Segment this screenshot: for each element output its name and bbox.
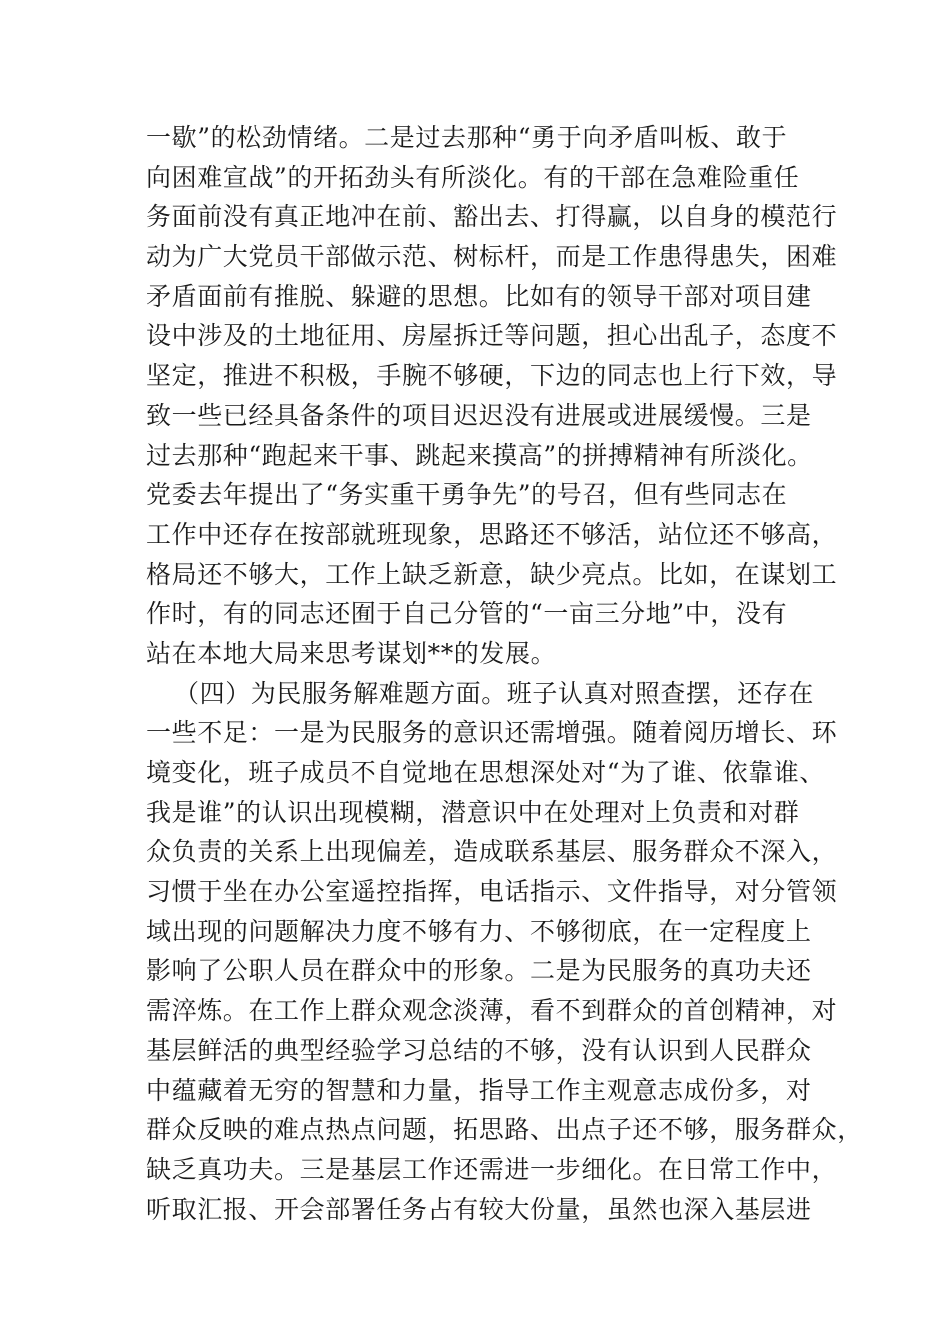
text-line: 党委去年提出了“务实重干勇争先”的号召，但有些同志在 — [146, 480, 788, 510]
text-line: 致一些已经具备条件的项目迟迟没有进展或进展缓慢。三是 — [146, 400, 812, 430]
text-line: 众负责的关系上出现偏差，造成联系基层、服务群众不深入， — [146, 837, 838, 867]
text-line: 务面前没有真正地冲在前、豁出去、打得赢，以自身的模范行 — [146, 202, 838, 232]
text-line: 中蕴藏着无穷的智慧和力量，指导工作主观意志成份多，对 — [146, 1075, 812, 1105]
text-line: 缺乏真功夫。三是基层工作还需进一步细化。在日常工作中， — [146, 1154, 838, 1184]
document-body — [146, 118, 863, 1229]
text-line: 动为广大党员干部做示范、树标杆，而是工作患得患失，困难 — [146, 242, 838, 272]
text-line: 作时，有的同志还囿于自己分管的“一亩三分地”中，没有 — [146, 599, 788, 629]
text-line: 工作中还存在按部就班现象，思路还不够活，站位还不够高， — [146, 519, 838, 549]
text-line: 需淬炼。在工作上群众观念淡薄，看不到群众的首创精神，对 — [146, 996, 838, 1026]
text-line: 一歇”的松劲情绪。二是过去那种“勇于向矛盾叫板、敢于 — [146, 123, 788, 152]
text-line: 域出现的问题解决力度不够有力、不够彻底，在一定程度上 — [146, 916, 812, 946]
text-line: 听取汇报、开会部署任务占有较大份量，虽然也深入基层进 — [146, 1194, 812, 1224]
text-line: 习惯于坐在办公室遥控指挥，电话指示、文件指导，对分管领 — [146, 877, 838, 907]
text-line: 站在本地大局来思考谋划**的发展。 — [146, 638, 557, 668]
text-line: 设中涉及的土地征用、房屋拆迁等问题，担心出乱子，态度不 — [146, 321, 838, 351]
text-line: 一些不足：一是为民服务的意识还需增强。随着阅历增长、环 — [146, 718, 838, 748]
text-line: 基层鲜活的典型经验学习总结的不够，没有认识到人民群众 — [146, 1035, 812, 1065]
text-line: 矛盾面前有推脱、躲避的思想。比如有的领导干部对项目建 — [146, 281, 812, 311]
section-heading-line: （四）为民服务解难题方面。班子认真对照查摆，还存在 — [174, 678, 815, 708]
text-line: 向困难宣战”的开拓劲头有所淡化。有的干部在急难险重任 — [146, 162, 800, 192]
text-line: 格局还不够大，工作上缺乏新意，缺少亮点。比如，在谋划工 — [146, 559, 838, 589]
text-line: 坚定，推进不积极，手腕不够硬，下边的同志也上行下效，导 — [146, 361, 838, 391]
text-line: 境变化，班子成员不自觉地在思想深处对“为了谁、依靠谁、 — [146, 758, 825, 787]
text-line: 群众反映的难点热点问题，拓思路、出点子还不够，服务群众， — [146, 1115, 863, 1145]
text-line: 过去那种“跑起来干事、跳起来摸高”的拼搏精神有所淡化。 — [146, 440, 813, 470]
text-line: 影响了公职人员在群众中的形象。二是为民服务的真功夫还 — [146, 956, 812, 986]
text-line: 我是谁”的认识出现模糊，潜意识中在处理对上负责和对群 — [146, 797, 800, 827]
